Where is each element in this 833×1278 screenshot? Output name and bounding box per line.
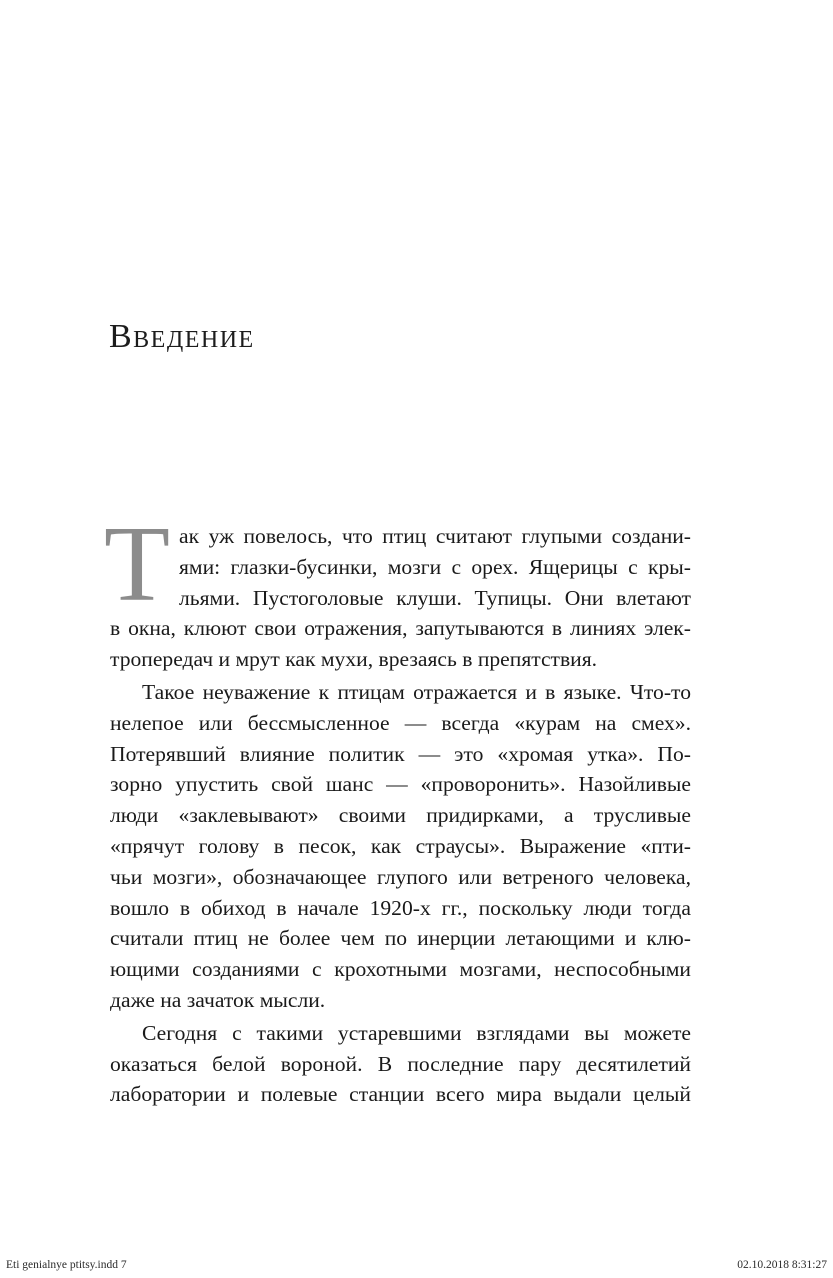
text-line: зорно упустить свой шанс — «проворонить». Назойливые bbox=[110, 772, 691, 797]
chapter-title: Введение bbox=[109, 318, 255, 355]
text-line: Потерявший влияние политик — это «хромая утка». По- bbox=[110, 741, 691, 766]
text-line: даже на зачаток мысли. bbox=[110, 987, 326, 1012]
text-line: Сегодня с такими устаревшими взглядами вы можете bbox=[142, 1020, 691, 1045]
body-text bbox=[104, 505, 691, 1110]
footer-timestamp: 02.10.2018 8:31:27 bbox=[737, 1259, 827, 1271]
text-line: льями. Пустоголовые клуши. Тупицы. Они влетают bbox=[179, 585, 691, 610]
text-line: лаборатории и полевые станции всего мира выдали целый bbox=[110, 1082, 691, 1107]
text-line: ак уж повелось, что птиц считают глупыми создани- bbox=[179, 524, 691, 548]
text-line: ями: глазки-бусинки, мозги с орех. Ящерицы с кры- bbox=[179, 554, 691, 579]
text-line: нелепое или бессмысленное — всегда «курам на смех». bbox=[110, 710, 691, 735]
text-line: ющими созданиями с крохотными мозгами, неспособными bbox=[110, 957, 691, 982]
footer-file-name: Eti genialnye ptitsy.indd 7 bbox=[6, 1259, 127, 1271]
text-line: тропередач и мрут как мухи, врезаясь в препятствия. bbox=[110, 647, 598, 672]
text-line: оказаться белой вороной. В последние пару десятилетий bbox=[110, 1051, 691, 1076]
text-line: считали птиц не более чем по инерции летающими и клю- bbox=[110, 926, 691, 951]
text-line: чьи мозги», обозначающее глупого или ветреного человека, bbox=[110, 864, 691, 889]
text-line: в окна, клюют свои отражения, запутываются в линиях элек- bbox=[110, 616, 691, 641]
drop-cap: Т bbox=[104, 505, 170, 624]
text-line: люди «заклевывают» своими придирками, а трусливые bbox=[110, 803, 691, 828]
text-line: вошло в обиход в начале 1920-х гг., поскольку люди тогда bbox=[110, 895, 691, 920]
text-line: «прячут голову в песок, как страусы». Выражение «пти- bbox=[110, 833, 691, 858]
text-line: Такое неуважение к птицам отражается и в языке. Что-то bbox=[142, 679, 691, 704]
